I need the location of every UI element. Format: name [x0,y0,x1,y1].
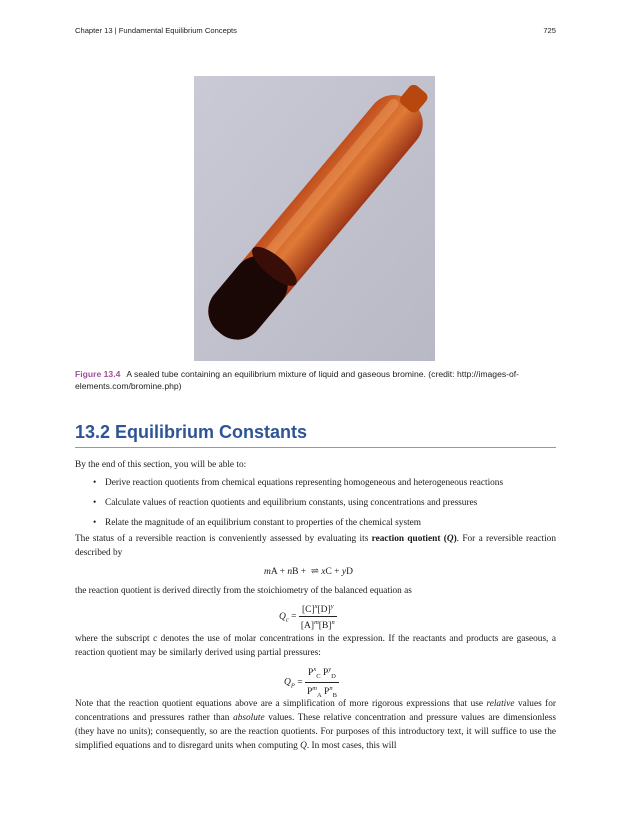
learning-objectives [75,476,556,536]
chapter-title: Chapter 13 | Fundamental Equilibrium Concepts [75,26,237,35]
objective-item: • Relate the magnitude of an equilibrium constant to properties of the chemical system [75,516,556,536]
figure-caption-text: A sealed tube containing an equilibrium mixture of liquid and gaseous bromine. (credit: http://images-of-elements.com/bromine.php) [75,369,520,391]
figure-label: Figure 13.4 [75,369,121,379]
section-divider [75,447,556,448]
qp-equation: $Q_P$ = $\frac{P^x_C P^y_D}{P^m_A P^n_B}$ [284,666,337,700]
page-number: 725 [543,26,556,35]
bromine-tube-photo [194,76,435,361]
paragraph-reaction-quotient: The status of a reversible reaction is conveniently assessed by evaluating its reaction quotient (Q). For a reversible reaction described by [75,534,556,558]
paragraph-partial-pressures: where the subscript c denotes the use of molar concentrations in the expression. If the reactants and products are gaseous, a reaction quotient may be similarly derived using partial pressures: [75,634,556,658]
section-title: 13.2 Equilibrium Constants [75,422,308,442]
paragraph-relative-values: Note that the reaction quotient equations above are a simplification of more rigorous expressions that use relative values for concentrations and pressures rather than absolute values. These relative concentration and pressure values are dimensionless (they have no units); consequently, so are the reaction quotients. For purposes of this introductory text, it will suffice to use the simplified equations and to disregard units when computing Q. In most cases, this will [75,699,556,751]
objective-item: • Calculate values of reaction quotients and equilibrium constants, using concentrations and pressures [75,496,556,516]
page-header [75,26,556,35]
term-reaction-quotient: reaction quotient (Q) [371,534,457,544]
qc-equation: $Q_c$ = $\frac{[C]^x[D]^y}{[A]^m[B]^n}$ [279,603,335,632]
bromine-tube-illustration [194,76,435,361]
reversible-reaction-equation: mA + nB + ⇌ xC + yD [264,567,353,577]
objectives-intro: By the end of this section, you will be able to: [75,460,247,470]
objective-item: • Derive reaction quotients from chemical equations representing homogeneous and heterogeneous reactions [75,476,556,496]
paragraph-stoichiometry: the reaction quotient is derived directly from the stoichiometry of the balanced equation as [75,586,412,596]
figure-caption [75,368,557,392]
